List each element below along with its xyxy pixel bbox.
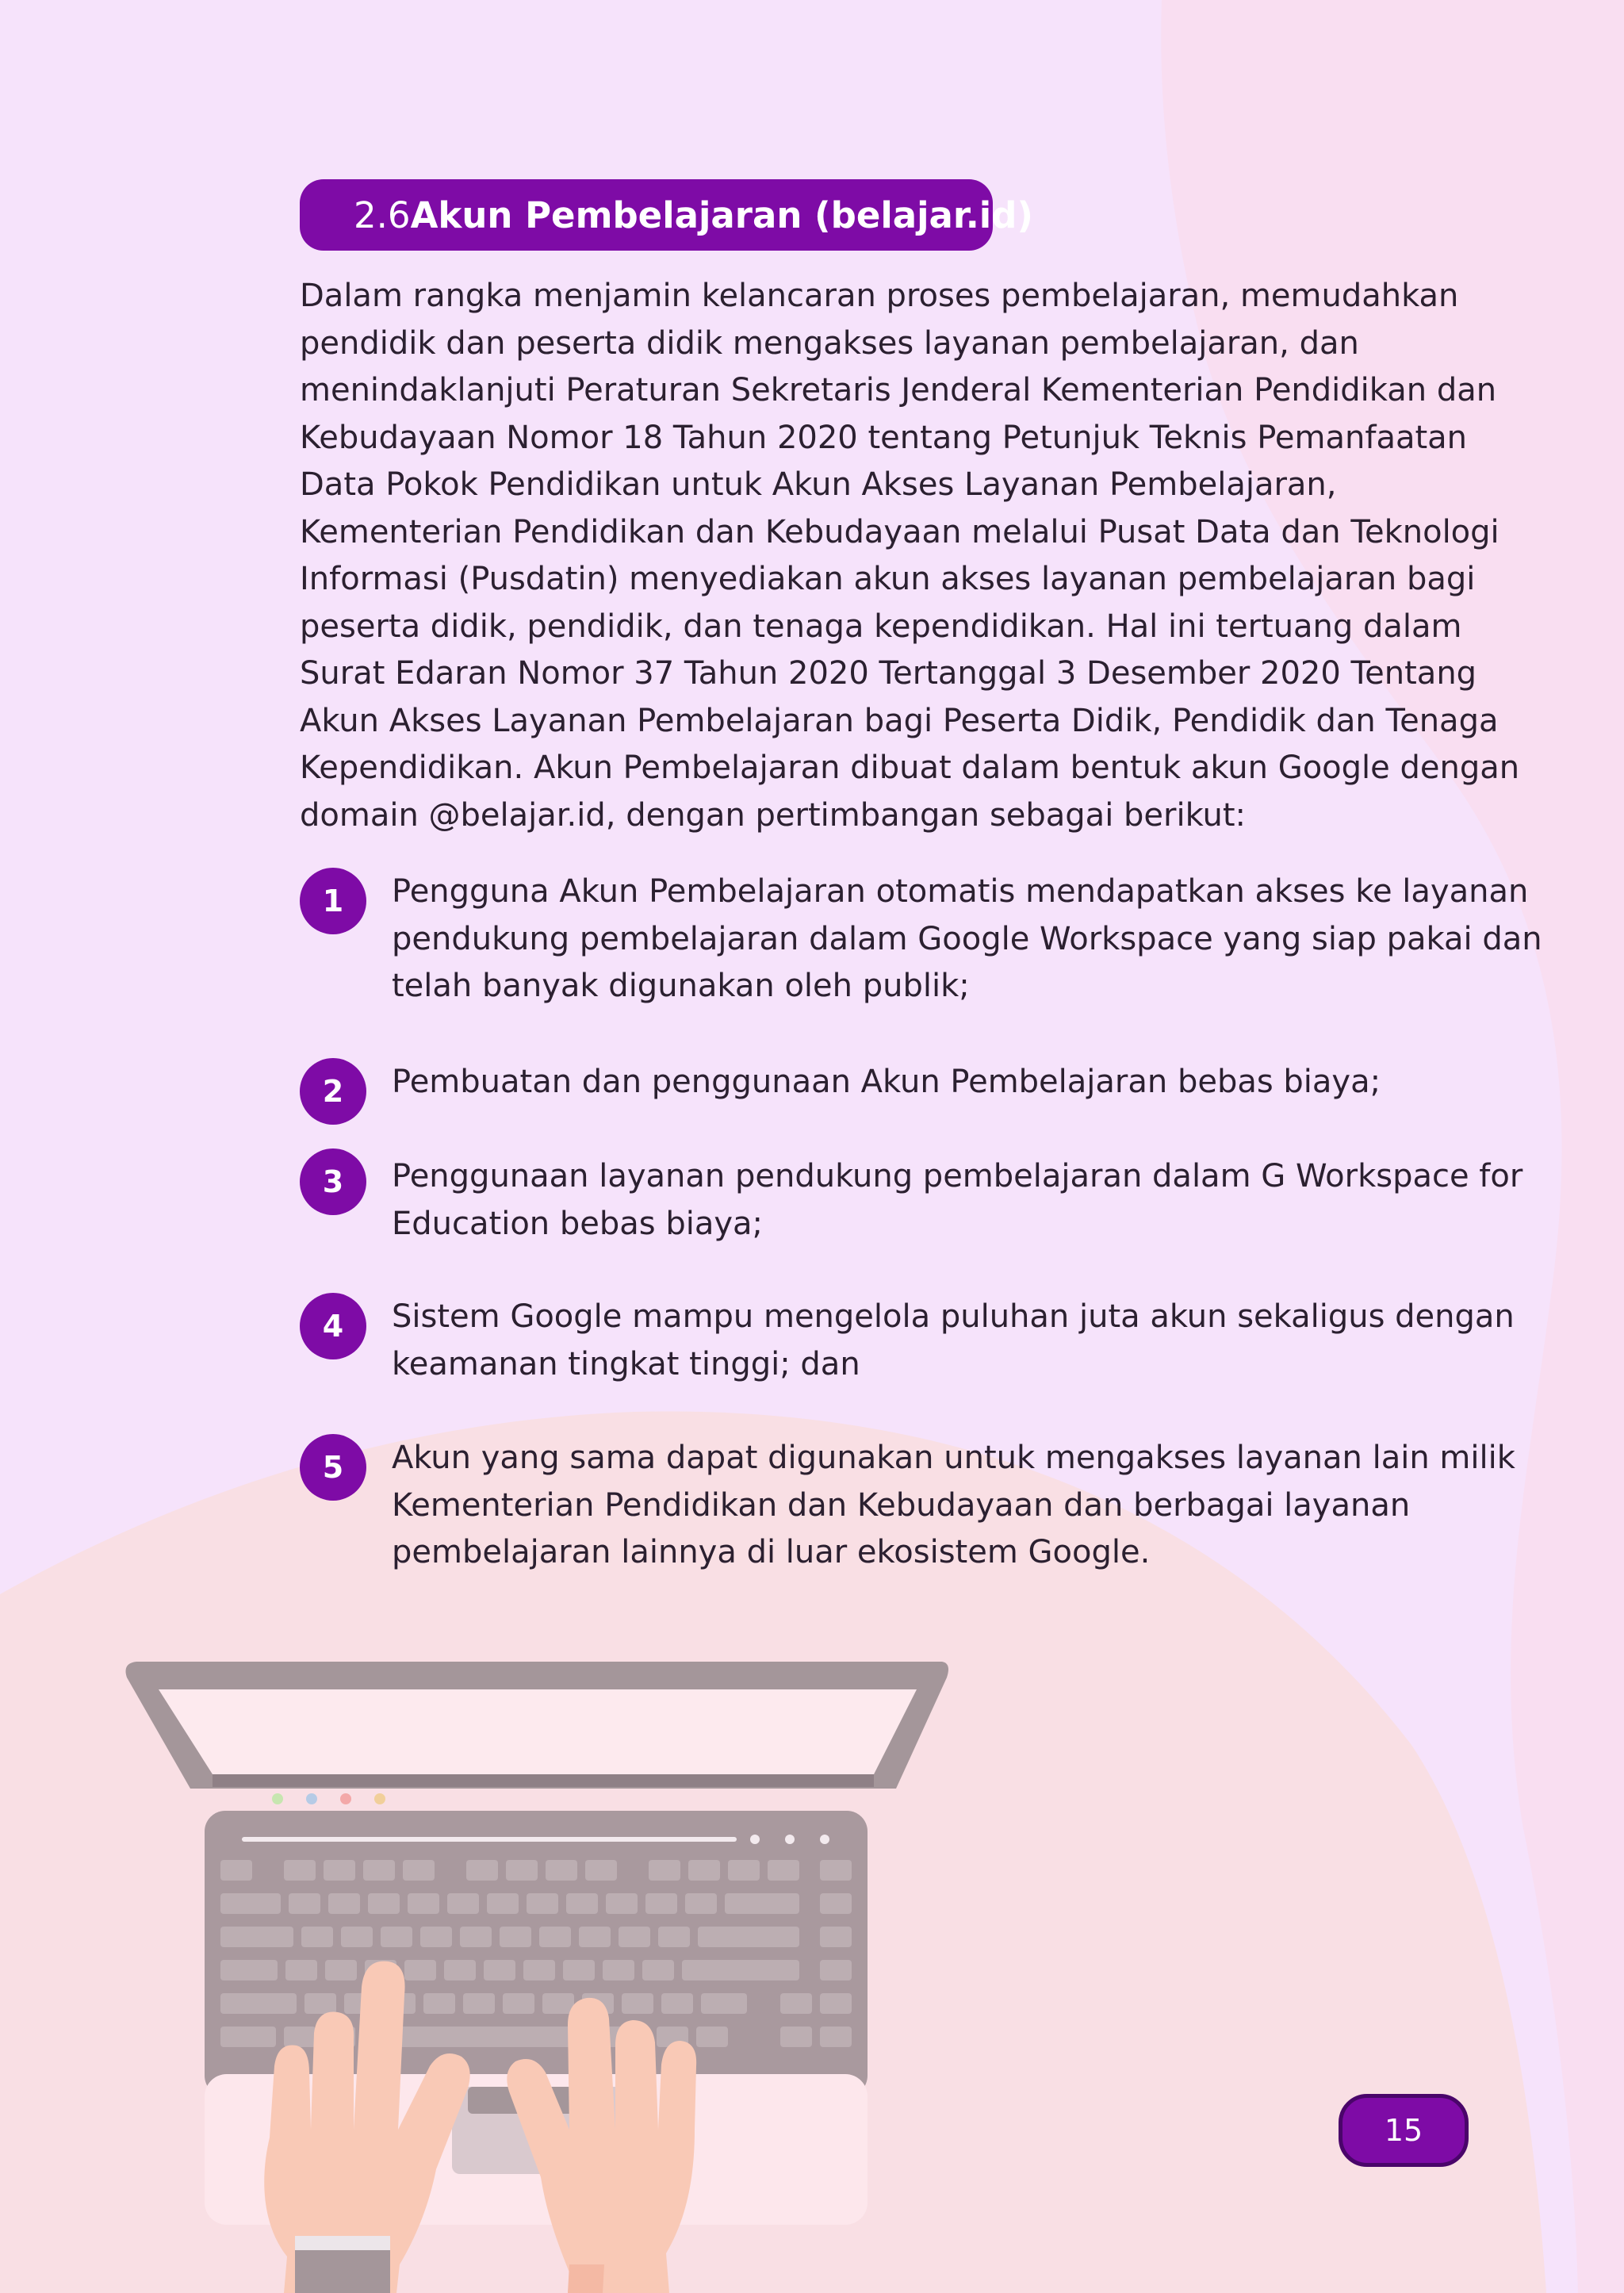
list-item-line: keamanan tingkat tinggi; dan [392,1345,860,1382]
intro-line: domain @belajar.id, dengan pertimbangan sebagai berikut: [300,796,1247,834]
intro-line: Kementerian Pendidikan dan Kebudayaan melalui Pusat Data dan Teknologi [300,513,1500,550]
intro-line: menindaklanjuti Peraturan Sekretaris Jenderal Kementerian Pendidikan dan [300,372,1497,408]
right-hand-shadow [568,2264,604,2293]
intro-line: Data Pokok Pendidikan untuk Akun Akses Layanan Pembelajaran, [300,466,1337,503]
left-sleeve-cuff [295,2236,390,2250]
indicator-light [272,1793,283,1804]
section-number: 2.6 [354,194,411,236]
list-item-text [392,1153,1522,1248]
list-item-line: Pembuatan dan penggunaan Akun Pembelajaran bebas biaya; [392,1064,1381,1100]
indicator-light [306,1793,317,1804]
list-item-text [392,1294,1515,1388]
indicator-light [340,1793,351,1804]
list-item-line: Sistem Google mampu mengelola puluhan juta akun sekaligus dengan [392,1298,1515,1335]
section-heading [300,179,1033,251]
speaker-dot [820,1835,829,1844]
item-number-badge: 1 [300,868,366,934]
list-item-line: telah banyak digunakan oleh publik; [392,968,970,1004]
list-item-line: pembelajaran lainnya di luar ekosistem Google. [392,1534,1151,1570]
laptop-screen [159,1689,917,1774]
list-item-line: Akun yang sama dapat digunakan untuk mengakses layanan lain milik [392,1440,1515,1476]
list-item-text [392,869,1542,1010]
laptop-typing-illustration [119,1654,952,2293]
page-number: 15 [1339,2094,1469,2167]
intro-line: Kebudayaan Nomor 18 Tahun 2020 tentang Petunjuk Teknis Pemanfaatan [300,419,1468,456]
list-item-line: Education bebas biaya; [392,1205,763,1242]
item-number-badge: 5 [300,1434,366,1501]
item-number-badge: 3 [300,1148,366,1215]
item-number-badge: 2 [300,1058,366,1125]
intro-line: Kependidikan. Akun Pembelajaran dibuat dalam bentuk akun Google dengan [300,750,1520,786]
speaker-dot [750,1835,760,1844]
item-number-badge: 4 [300,1293,366,1359]
intro-line: Informasi (Pusdatin) menyediakan akun akses layanan pembelajaran bagi [300,561,1476,597]
list-item-line: Kementerian Pendidikan dan Kebudayaan dan berbagai layanan [392,1486,1411,1524]
section-title: Akun Pembelajaran (belajar.id) [410,194,1033,236]
left-sleeve [295,2250,390,2293]
intro-paragraph [300,273,1520,839]
intro-line: pendidik dan peserta didik mengakses layanan pembelajaran, dan [300,324,1359,362]
list-item-line: Penggunaan layanan pendukung pembelajaran dalam G Workspace for [392,1158,1523,1194]
screen-bottom-bar [213,1774,874,1787]
intro-line: Surat Edaran Nomor 37 Tahun 2020 Tertanggal 3 Desember 2020 Tentang [300,655,1477,692]
speaker-dot [785,1835,795,1844]
list-item-text [392,1059,1381,1106]
list-item-text [392,1435,1515,1577]
indicator-light [374,1793,385,1804]
list-item-line: pendukung pembelajaran dalam Google Workspace yang siap pakai dan [392,920,1542,957]
intro-line: Akun Akses Layanan Pembelajaran bagi Peserta Didik, Pendidik dan Tenaga [300,702,1499,739]
intro-line: peserta didik, pendidik, dan tenaga kependidikan. Hal ini tertuang dalam [300,608,1462,645]
list-item-line: Pengguna Akun Pembelajaran otomatis mendapatkan akses ke layanan [392,873,1529,910]
intro-line: Dalam rangka menjamin kelancaran proses pembelajaran, memudahkan [300,278,1459,314]
